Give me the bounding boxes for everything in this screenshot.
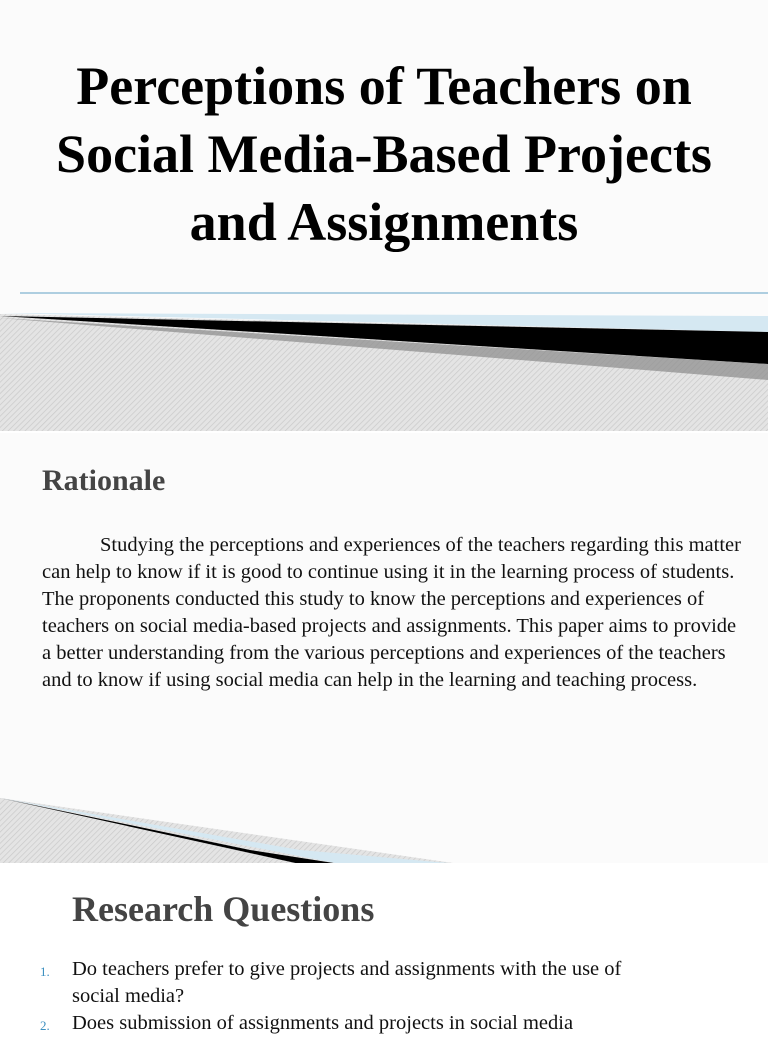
list-item [0, 1010, 672, 1037]
research-questions-heading: Research Questions [72, 889, 375, 929]
slide-separator [0, 863, 768, 865]
rationale-heading: Rationale [42, 464, 166, 497]
rationale-paragraph: Studying the perceptions and experiences of the teachers regarding this matter can help to know if it is good to continue using it in the learning process of students. The proponents conducted this study to know the perceptions and experiences of teachers on social media-based projects and assignments. This paper aims to provide a better understanding from the various perceptions and experiences of the teachers and to know if using social media can help in the learning and teaching process. [42, 534, 741, 691]
title-slide [0, 0, 768, 432]
list-item-number: 1. [40, 964, 50, 979]
title-slide-decoration [0, 280, 768, 432]
slide-title: Perceptions of Teachers on Social Media-Based Projects and Assignments [56, 56, 712, 252]
list-item [0, 956, 672, 1010]
rationale-slide-decoration [0, 792, 768, 864]
research-questions-slide [0, 864, 768, 1034]
list-item-number: 2. [40, 1018, 50, 1033]
corner-hatched-shape [0, 798, 460, 864]
research-questions-list [0, 956, 768, 1037]
slide-separator [0, 431, 768, 433]
rationale-slide [0, 432, 768, 864]
list-item-text: Does submission of assignments and projects in social media [72, 1012, 574, 1034]
list-item-text: Do teachers prefer to give projects and assignments with the use of social media? [72, 958, 622, 1007]
